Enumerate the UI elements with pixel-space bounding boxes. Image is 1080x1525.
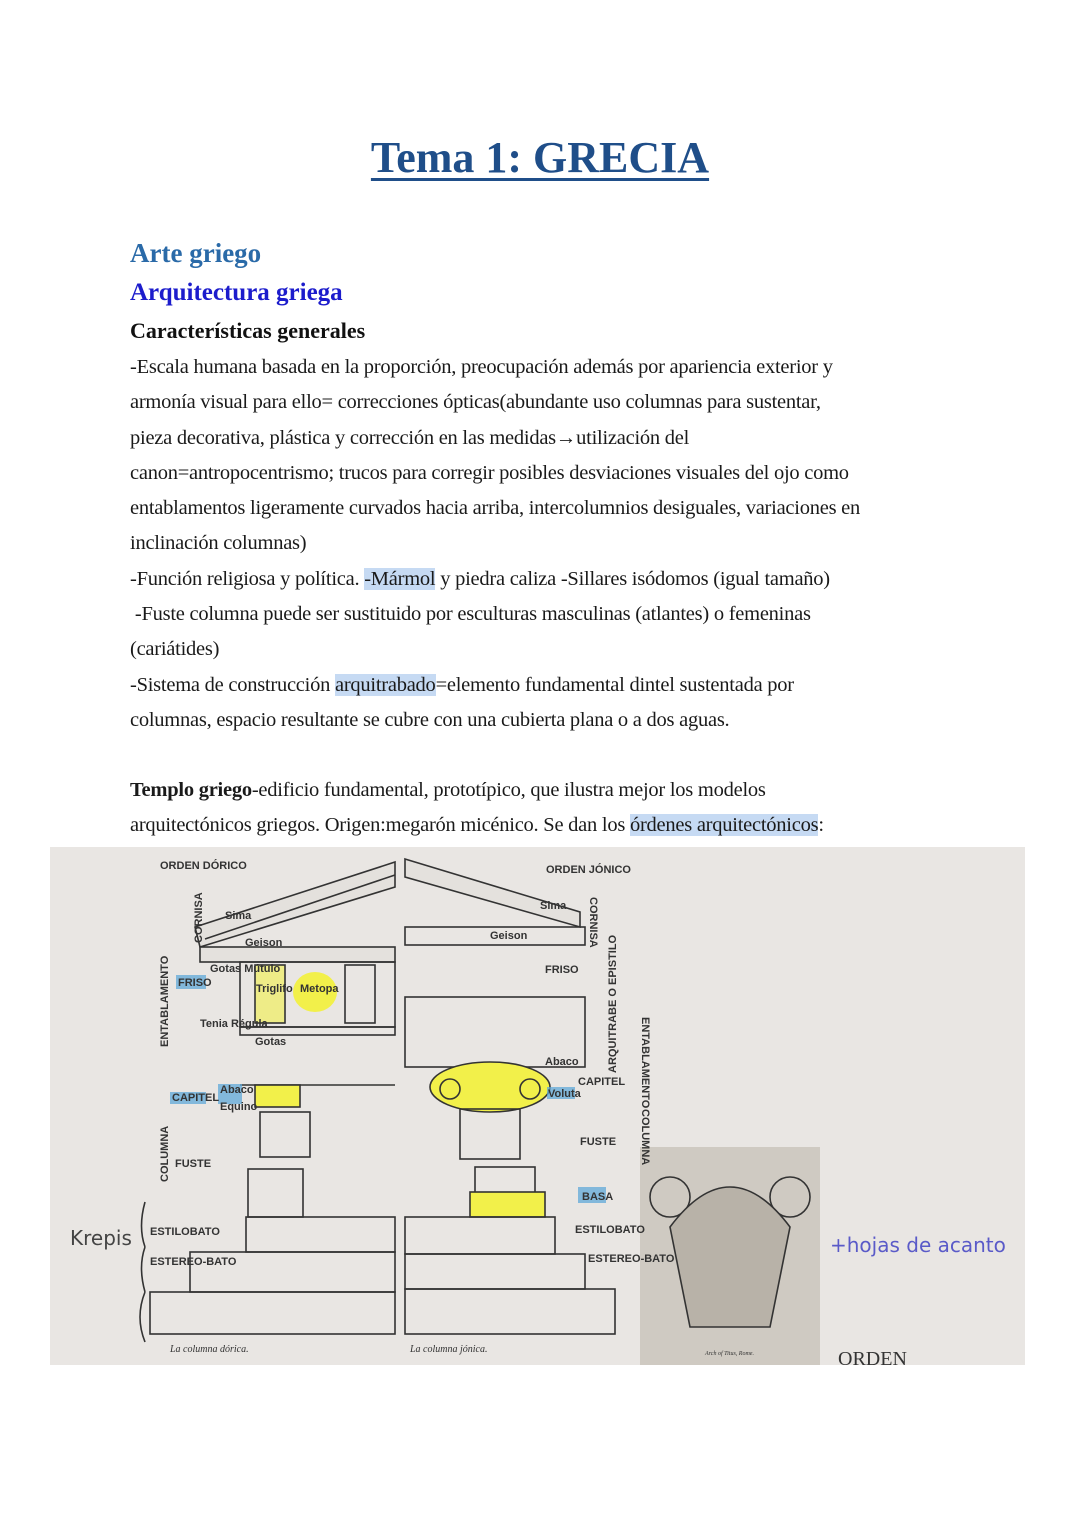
- heading-arquitectura-griega: Arquitectura griega: [130, 279, 343, 306]
- label-friso: FRISO: [178, 977, 212, 989]
- label-orden-corinthian: ORDEN: [838, 1348, 907, 1365]
- label-columna-ionic: COLUMNA: [639, 1109, 651, 1166]
- label-capitel: CAPITEL: [172, 1092, 220, 1104]
- label-orden-dorico: ORDEN DÓRICO: [160, 860, 247, 872]
- label-voluta: Voluta: [548, 1088, 581, 1100]
- caption-doric: La columna dórica.: [170, 1344, 249, 1355]
- text-line: [130, 808, 824, 843]
- text: -edificio fundamental, prototípico, que ilustra mejor los modelos: [251, 779, 766, 801]
- handwritten-krepis: Krepis: [70, 1226, 132, 1250]
- label-estereobato-ionic: ESTEREO-BATO: [588, 1253, 675, 1265]
- caption-corinthian: Arch of Titus, Rome.: [705, 1351, 754, 1357]
- highlight-arquitrabado: arquitrabado: [334, 673, 436, 696]
- paragraph-templo: [130, 773, 824, 844]
- label-estilobato-ionic: ESTILOBATO: [575, 1224, 645, 1236]
- text: =elemento fundamental dintel sustentada por: [435, 673, 794, 696]
- text-line: columnas, espacio resultante se cubre con una cubierta plana o a dos aguas.: [130, 708, 730, 731]
- label-geison: Geison: [245, 937, 283, 949]
- label-abaco: Abaco: [220, 1084, 254, 1096]
- text-line: inclinación columnas): [130, 532, 307, 555]
- label-friso-ionic: FRISO: [545, 964, 579, 976]
- paragraph-escala: [130, 350, 860, 738]
- label-entablamento-ionic: ENTABLAMENTO: [639, 1017, 651, 1109]
- label-sima: Sima: [225, 910, 252, 922]
- text: -Función religiosa y política.: [130, 567, 365, 590]
- caption-ionic: La columna jónica.: [410, 1344, 488, 1355]
- label-metopa: Metopa: [300, 983, 339, 995]
- label-equino: Equino: [220, 1101, 258, 1113]
- label-orden-jonico: ORDEN JÓNICO: [546, 864, 631, 876]
- label-tenia-regula: Tenia Régula: [200, 1018, 268, 1030]
- label-sima-ionic: Sima: [540, 900, 567, 912]
- text-line: (cariátides): [130, 638, 220, 661]
- label-arquitrabe-ionic: ARQUITRABE O EPISTILO: [607, 934, 619, 1073]
- orders-diagram-photo: [50, 847, 1025, 1365]
- text-line: -Escala humana basada en la proporción, preocupación además por apariencia exterior y: [130, 356, 833, 378]
- label-gotas-mutulo: Gotas Mútulo: [210, 963, 281, 975]
- heading-caracteristicas: Características generales: [130, 318, 366, 343]
- label-basa: BASA: [582, 1191, 614, 1203]
- label-triglifo: Triglifo: [256, 983, 293, 995]
- text: :: [818, 814, 824, 837]
- page-title: [0, 132, 1080, 183]
- label-estilobato: ESTILOBATO: [150, 1226, 220, 1238]
- text-line: [130, 773, 824, 808]
- label-fuste-ionic: FUSTE: [580, 1136, 617, 1148]
- text-line: canon=antropocentrismo; trucos para corregir posibles desviaciones visuales del ojo como: [130, 461, 849, 484]
- text: -Sistema de construcción: [130, 673, 335, 696]
- label-capitel-ionic: CAPITEL: [578, 1076, 626, 1088]
- title-text: Tema 1: GRECIA: [370, 133, 710, 182]
- label-abaco-ionic: Abaco: [545, 1056, 579, 1068]
- text-line-sistema: [130, 668, 860, 703]
- text: y piedra caliza -Sillares isódomos (igual tamaño): [435, 567, 830, 590]
- label-fuste: FUSTE: [175, 1158, 212, 1170]
- bold-templo-griego: Templo griego: [130, 779, 252, 801]
- text-line: -Fuste columna puede ser sustituido por esculturas masculinas (atlantes) o femeninas: [130, 603, 811, 626]
- text-line: armonía visual para ello= correcciones ópticas(abundante uso columnas para sustentar,: [130, 391, 821, 414]
- label-geison-ionic: Geison: [490, 930, 528, 942]
- label-estereobato: ESTEREO-BATO: [150, 1256, 237, 1268]
- label-cornisa-ionic: CORNISA: [587, 897, 599, 948]
- text-line: pieza decorativa, plástica y corrección en las medidas→utilización del: [130, 426, 690, 449]
- text-line-funcion: [130, 562, 860, 597]
- highlight-ordenes: órdenes arquitectónicos: [629, 814, 819, 837]
- heading-arte-griego: Arte griego: [130, 238, 262, 268]
- label-cornisa: CORNISA: [193, 892, 205, 943]
- orders-diagram: [50, 847, 1025, 1365]
- text-line: entablamentos ligeramente curvados hacia arriba, intercolumnios desiguales, variaciones en: [130, 497, 861, 520]
- text: arquitectónicos griegos. Origen:megarón micénico. Se dan los: [130, 814, 630, 837]
- handwritten-note-acanto: +hojas de acanto: [830, 1233, 1006, 1257]
- label-columna: COLUMNA: [159, 1125, 171, 1182]
- highlight-marmol: -Mármol: [364, 567, 436, 590]
- label-gotas: Gotas: [255, 1036, 287, 1048]
- label-entablamento: ENTABLAMENTO: [159, 955, 171, 1047]
